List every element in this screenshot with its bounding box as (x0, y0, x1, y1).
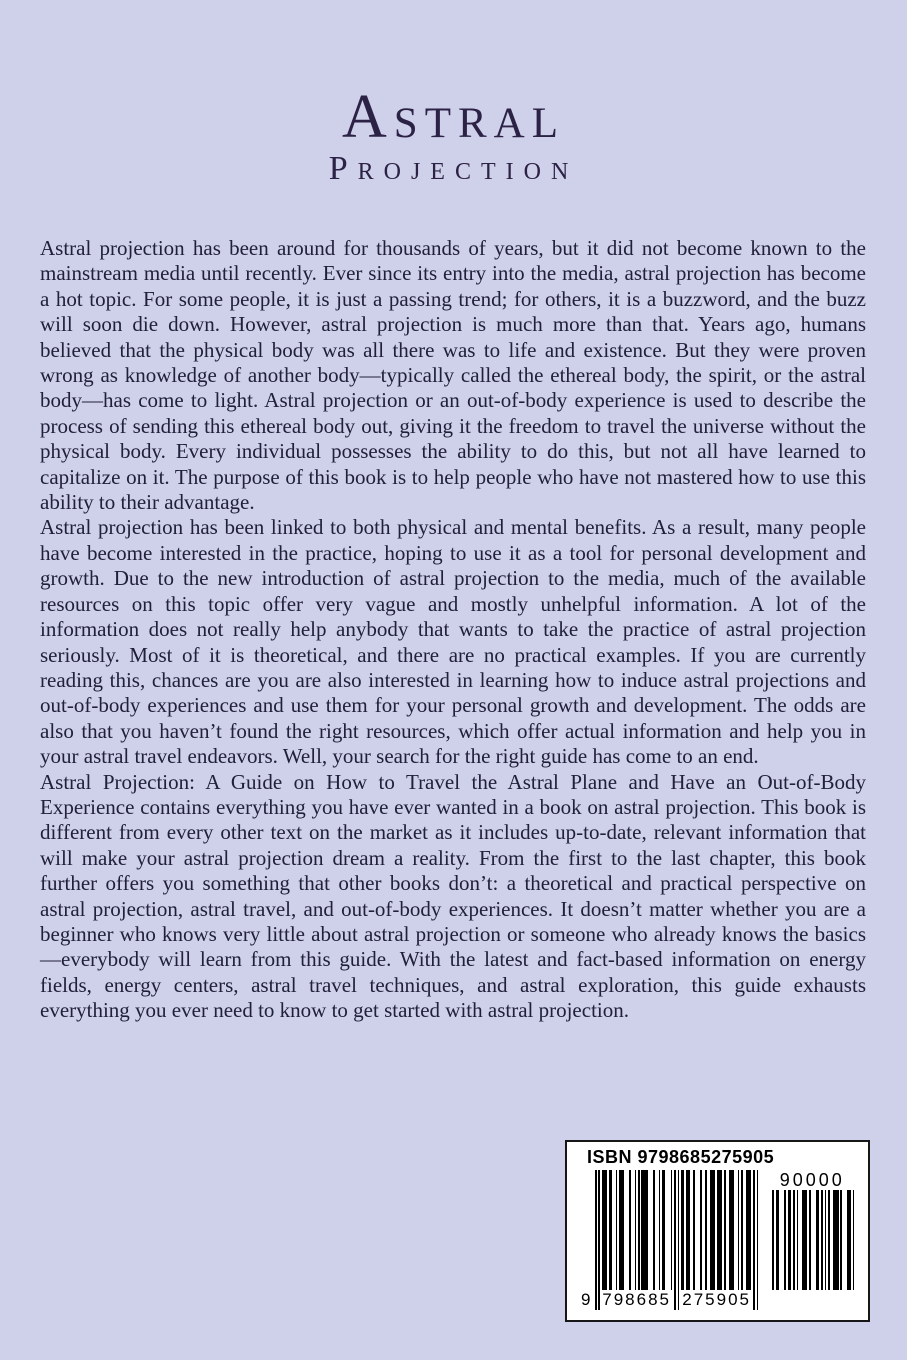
ean5-price-code: 90000 (779, 1170, 845, 1190)
isbn-label: ISBN 9798685275905 (587, 1147, 775, 1167)
ean13-first-digit: 9 (581, 1290, 591, 1309)
blurb-paragraph-2: Astral projection has been linked to both physical and mental benefits. As a result, many people have become interested in the practice, hoping to use it as a tool for personal development and growth. Due to the new introduction of astral projection to the media, much of the available resources on this topic offer very vague and mostly unhelpful information. A lot of the information does not really help anybody that wants to take the practice of astral projection seriously. Most of it is theoretical, and there are no practical examples. If you are currently reading this, chances are you are also interested in learning how to induce astral projections and out-of-body experiences and use them for your personal growth and development. The odds are also that you haven’t found the right resources, which offer actual information and help you in your astral travel endeavors. Well, your search for the right guide has come to an end. (40, 515, 866, 769)
ean13-bars (595, 1170, 758, 1310)
ean5-bar-strip (770, 1190, 854, 1290)
back-cover-blurb (0, 236, 907, 1024)
barcode-block (565, 1140, 870, 1322)
ean13-bar-strip (595, 1170, 758, 1310)
book-title: Astral (342, 83, 565, 151)
blurb-paragraph-3: Astral Projection: A Guide on How to Travel the Astral Plane and Have an Out-of-Body Experience contains everything you have ever wanted in a book on astral projection. This book is different from every other text on the market as it includes up-to-date, relevant information that will make your astral projection dream a reality. From the first to the last chapter, this book further offers you something that other books don’t: a theoretical and practical perspective on astral projection, astral travel, and out-of-body experiences. It doesn’t matter whether you are a beginner who knows very little about astral projection or someone who already knows the basics—everybody will learn from this guide. With the latest and fact-based information on energy fields, energy centers, astral travel techniques, and astral exploration, this guide exhausts everything you ever need to know to get started with astral projection. (40, 769, 866, 1023)
title-block (0, 0, 907, 186)
book-subtitle: Projection (328, 150, 579, 187)
ean13-barcode (581, 1170, 758, 1310)
ean5-supplement-barcode (770, 1170, 854, 1290)
ean13-digits (595, 1290, 758, 1310)
ean13-digit-group-2: 275905 (682, 1290, 751, 1309)
barcode-row (567, 1170, 868, 1310)
ean13-digit-group-1: 798685 (602, 1290, 671, 1309)
blurb-paragraph-1: Astral projection has been around for thousands of years, but it did not become known to the mainstream media until recently. Ever since its entry into the media, astral projection has become a hot topic. For some people, it is just a passing trend; for others, it is a buzzword, and the buzz will soon die down. However, astral projection is much more than that. Years ago, humans believed that the physical body was all there was to life and existence. But they were proven wrong as knowledge of another body—typically called the ethereal body, the spirit, or the astral body—has come to light. Astral projection or an out-of-body experience is used to describe the process of sending this ethereal body out, giving it the freedom to travel the universe without the physical body. Every individual possesses the ability to do this, but not all have learned to capitalize on it. The purpose of this book is to help people who have not mastered how to use this ability to their advantage. (40, 236, 866, 515)
